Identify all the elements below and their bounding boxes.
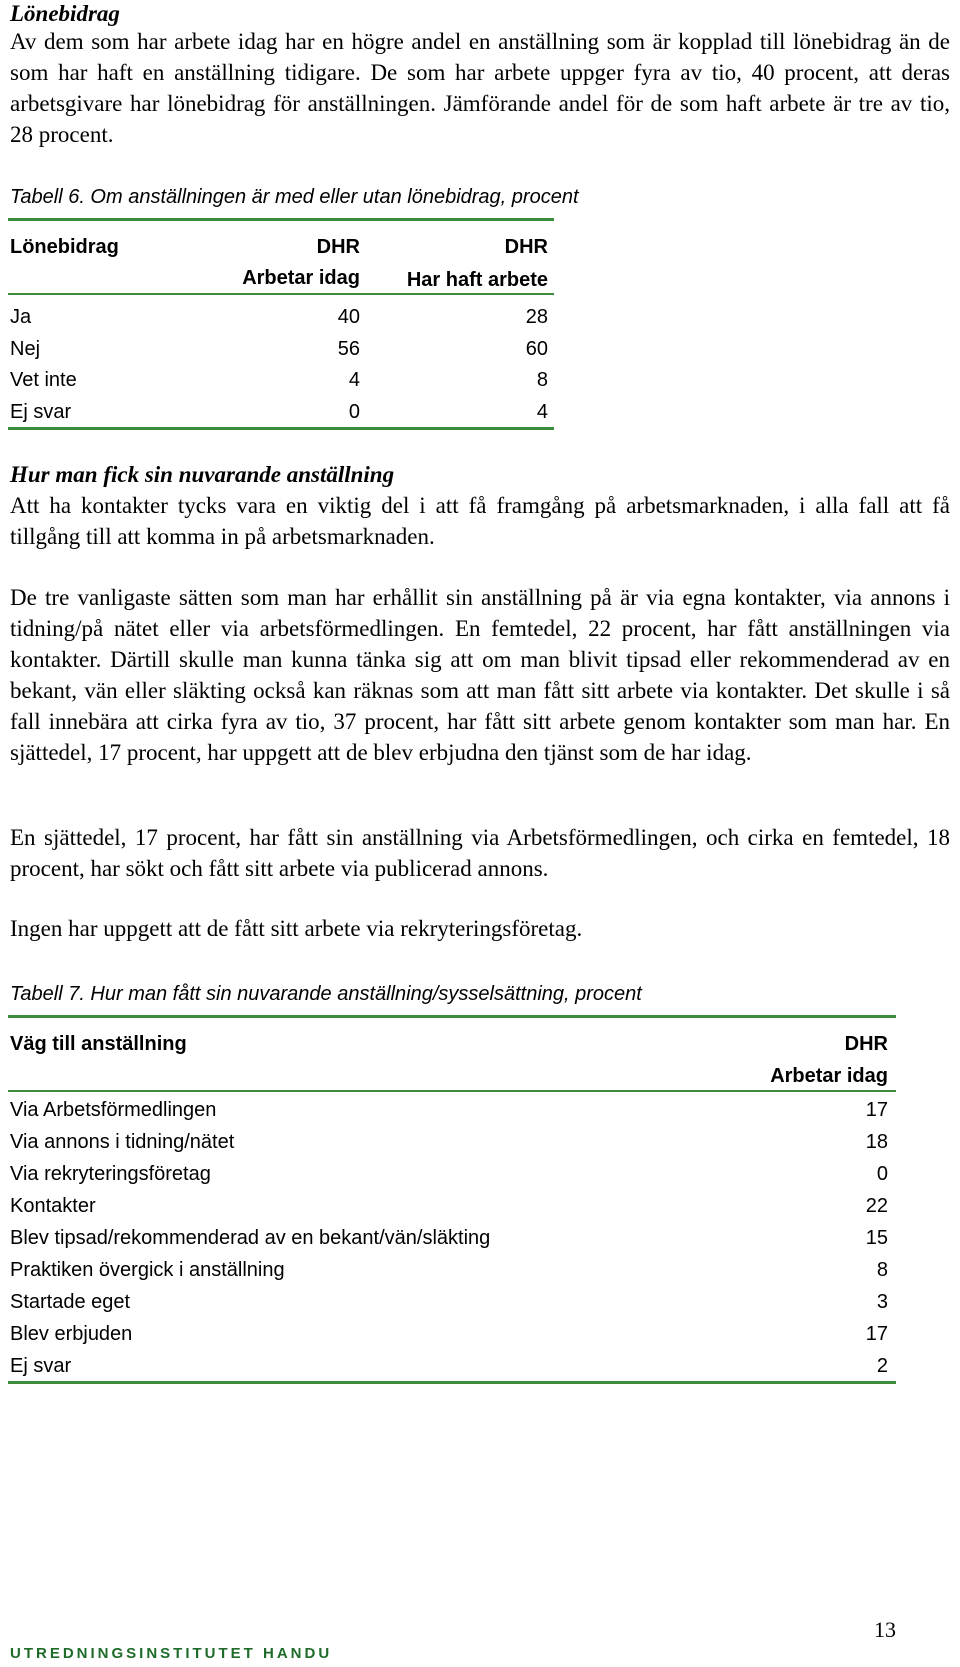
table6-header-col2-line2: Arbetar idag (242, 267, 360, 289)
table7-top-rule (8, 1015, 896, 1018)
table7-row-label: Kontakter (10, 1195, 96, 1217)
table6-row-value: 60 (525, 338, 548, 360)
section-heading-lonebidrag: Lönebidrag (10, 1, 120, 26)
table6-header-label: Lönebidrag (10, 236, 119, 258)
paragraph-3: En sjättedel, 17 procent, har fått sin anställning via Arbetsförmedlingen, och cirka en femtedel, 18 procent, har sökt och fått sitt arbete via publicerad annons. (10, 825, 950, 881)
footer-organization: UTREDNINGSINSTITUTET HANDU (10, 1645, 333, 1662)
table7-row-value: 3 (876, 1291, 888, 1313)
table7-row-label: Via rekryteringsföretag (10, 1163, 211, 1185)
table7-header-label: Väg till anställning (10, 1033, 187, 1055)
table6-header-rule (8, 293, 554, 295)
table7-row-label: Blev tipsad/rekommenderad av en bekant/vän/släkting (10, 1227, 491, 1249)
table7-row-value: 17 (865, 1099, 888, 1121)
table6-row-value: 4 (348, 369, 360, 391)
table7-row-value: 17 (865, 1323, 888, 1345)
table6-row-value: 0 (348, 401, 360, 423)
table7-caption: Tabell 7. Hur man fått sin nuvarande anställning/sysselsättning, procent (10, 983, 642, 1005)
table7-row-value: 15 (865, 1227, 888, 1249)
table6-row-value: 40 (337, 306, 360, 328)
table7-row-value: 0 (876, 1163, 888, 1185)
paragraph-4: Ingen har uppgett att de fått sitt arbete via rekryteringsföretag. (10, 916, 583, 941)
page-number: 13 (874, 1617, 896, 1642)
table7-row-label: Startade eget (10, 1291, 131, 1313)
table7-header-rule (8, 1090, 896, 1092)
table6-row-value: 28 (525, 306, 548, 328)
table6-bottom-rule (8, 427, 554, 430)
table6-caption: Tabell 6. Om anställningen är med eller utan lönebidrag, procent (10, 186, 579, 208)
table6-row-label: Ej svar (10, 401, 72, 423)
table7-header-col2-line1: DHR (844, 1033, 888, 1055)
section-heading-hur-man-fick: Hur man fick sin nuvarande anställning (10, 462, 395, 487)
table6-row-value: 8 (536, 369, 548, 391)
table7-row-label: Via annons i tidning/nätet (10, 1131, 235, 1153)
table6-row-label: Nej (10, 338, 41, 360)
table6-row-label: Ja (10, 306, 32, 328)
table6-header-col3-line2: Har haft arbete (406, 269, 548, 291)
table7-row-value: 22 (865, 1195, 888, 1217)
table7-row-value: 8 (876, 1259, 888, 1281)
table7-row-label: Blev erbjuden (10, 1323, 133, 1345)
table6-row-value: 56 (337, 338, 360, 360)
table6-header-col2-line1: DHR (316, 236, 360, 258)
table7-row-label: Ej svar (10, 1355, 72, 1377)
paragraph-2: De tre vanligaste sätten som man har erhållit sin anställning på är via egna kontakter, via annons i tidning/på nätet eller via arbetsförmedlingen. En femtedel, 22 procent, har fått anställningen via kontakter. Därtill skulle man kunna tänka sig att om man blivit tipsad eller rekommenderad av en bekant, vän eller släkting också kan räknas som att man fått sitt arbete via kontakter. Det skulle i så fall innebära att cirka fyra av tio, 37 procent, har fått sitt arbete genom kontakter som man har. En sjättedel, 17 procent, har uppgett att de blev erbjudna den tjänst som de har idag. (10, 585, 950, 765)
paragraph-lonebidrag: Av dem som har arbete idag har en högre andel en anställning som är kopplad till lönebidrag än de som har haft en anställning tidigare. De som har arbete uppger fyra av tio, 40 procent, att deras arbetsgivare har lönebidrag för anställningen. Jämförande andel för de som haft arbete är tre av tio, 28 procent. (10, 29, 950, 147)
table6-row-value: 4 (536, 401, 548, 423)
table7-header-col2-line2: Arbetar idag (770, 1065, 888, 1087)
table7-row-value: 18 (865, 1131, 888, 1153)
table7-row-label: Praktiken övergick i anställning (10, 1259, 285, 1281)
table7-row-label: Via Arbetsförmedlingen (10, 1099, 217, 1121)
table7-bottom-rule (8, 1381, 896, 1384)
table7-row-value: 2 (876, 1355, 888, 1377)
table6-top-rule (8, 218, 554, 221)
table6-row-label: Vet inte (10, 369, 77, 391)
table6-header-col3-line1: DHR (504, 236, 548, 258)
paragraph-1: Att ha kontakter tycks vara en viktig del i att få framgång på arbetsmarknaden, i alla fall att få tillgång till att komma in på arbetsmarknaden. (10, 493, 950, 549)
